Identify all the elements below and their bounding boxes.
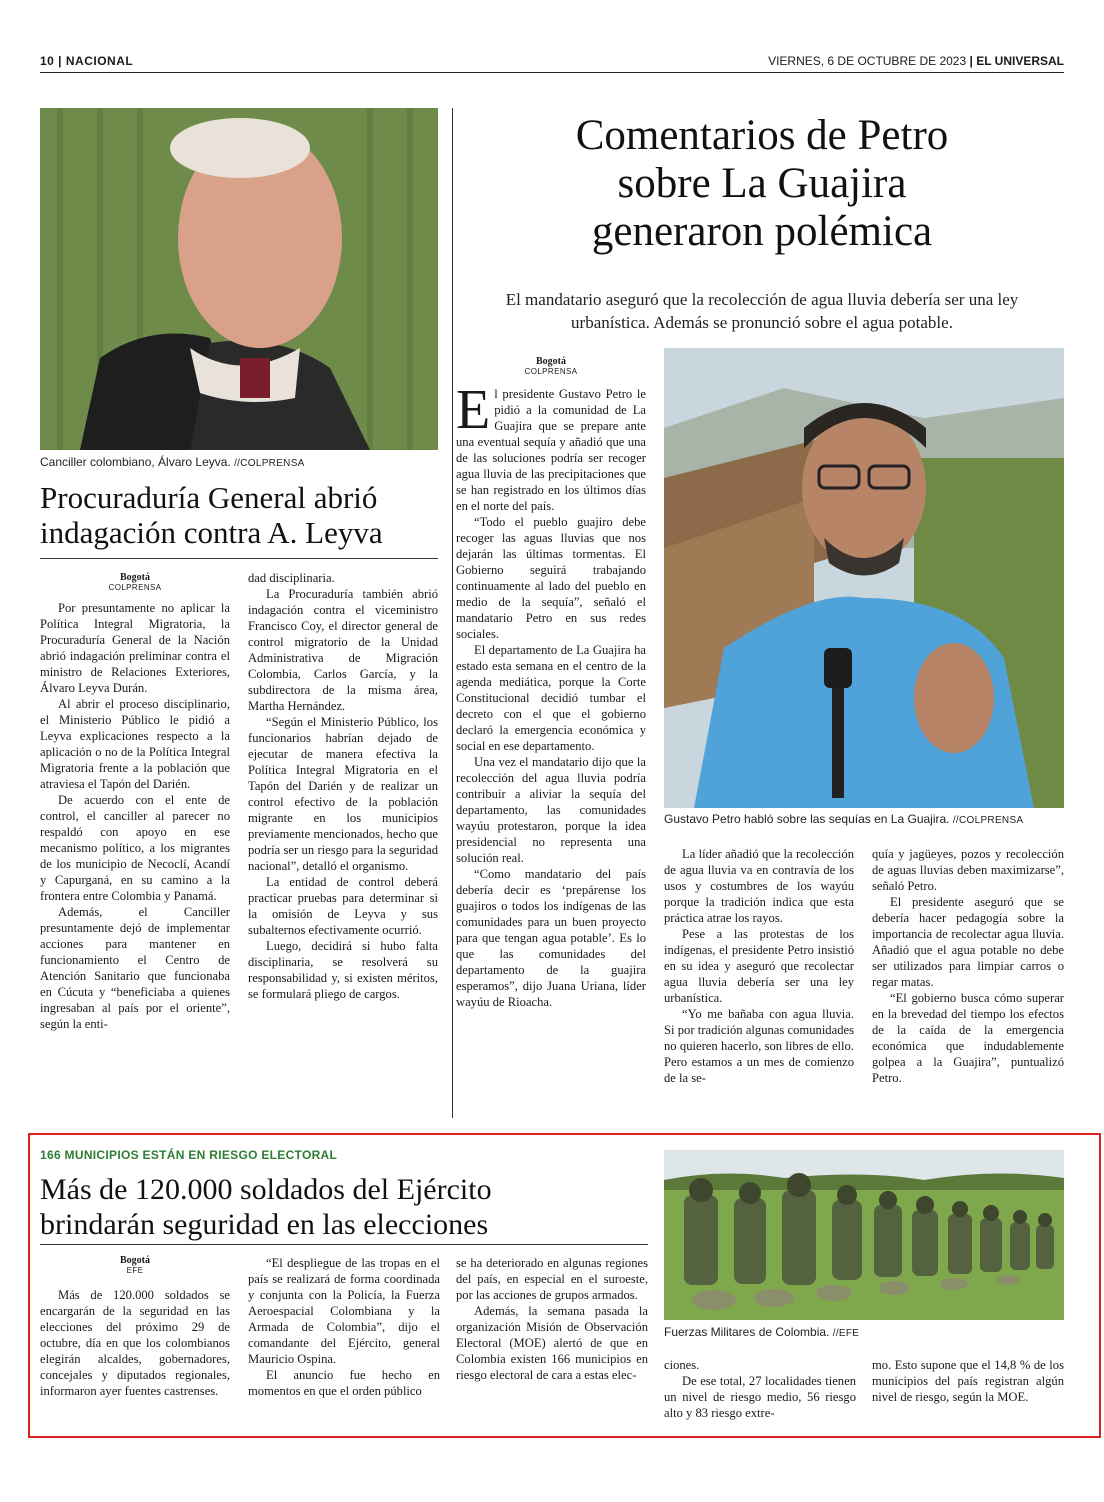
date-and-paper [768, 54, 1064, 68]
story3-col2-p1: “El despliegue de las tropas en el país se realizará de forma coordinada y conjunta con la Policía, la Fuerza Aeroespacial Colombiana y la Armada de Colombia”, dijo el comandante del Ejército, general Mauricio Ospina. [248, 1256, 440, 1366]
story3-col2-p2: El anuncio fue hecho en momentos en que el orden público [248, 1368, 440, 1398]
story2-byline-city: Bogotá [536, 356, 566, 367]
page-section: 10 | NACIONAL [40, 54, 134, 68]
petro-caption-credit: //COLPRENSA [952, 815, 1024, 826]
story2-headline-line2: sobre La Guajira [617, 160, 907, 207]
story2-deck [462, 288, 1062, 334]
story2-col3-p2: “El gobierno busca cómo superar en la brevedad del tiempo los efectos de la caída de la emergencia económica que indudablemente golpea a la Guajira”, puntualizó Petro. [872, 991, 1064, 1085]
story2-deck-line2: urbanística. Además se pronunció sobre el agua potable. [571, 313, 953, 332]
story2-col3-cont: quía y jagüeyes, pozos y recolección de aguas lluvias deben maximizarse”, señaló Petro. [872, 847, 1064, 893]
story3-byline-city: Bogotá [120, 1255, 150, 1266]
story1-rule [40, 558, 438, 559]
story3-column-4 [664, 1357, 856, 1421]
leyva-photo-caption [40, 455, 438, 469]
soldiers-photo-caption [664, 1325, 1064, 1339]
story1-byline-agency: COLPRENSA [108, 583, 162, 592]
story2-byline-agency: COLPRENSA [524, 367, 578, 376]
column-divider [452, 108, 453, 1118]
story1-headline [40, 480, 440, 550]
soldiers-caption-credit: //EFE [832, 1328, 860, 1339]
story3-column-1 [40, 1287, 230, 1399]
story3-column-5 [872, 1357, 1064, 1405]
story3-col4-p1: De ese total, 27 localidades tienen un nivel de riesgo medio, 56 riesgo alto y 83 riesgo extre- [664, 1374, 856, 1420]
issue-date: VIERNES, 6 DE OCTUBRE DE 2023 [768, 54, 967, 68]
story3-headline-line2: brindarán seguridad en las elecciones [40, 1208, 489, 1241]
story1-col2-p3: La entidad de control deberá practicar pruebas para determinar si la omisión de Leyva y sus subalternos efectivamente ocurrió. [248, 875, 438, 937]
story3-col4-cont: ciones. [664, 1358, 700, 1372]
story1-col2-p2: “Según el Ministerio Público, los funcionarios habrían dejado de ejecutar de manera efectiva la Política Integral Migratoria en el Tapón del Darién y de realizar un control efectivo de la población migrante en los municipios previamente mencionados, hecho que podría ser un riesgo para la seguridad nacional”, detalló el organismo. [248, 715, 438, 873]
newspaper-name: EL UNIVERSAL [976, 54, 1064, 68]
petro-photo-caption [664, 812, 1064, 826]
story1-byline-city: Bogotá [120, 572, 150, 583]
leyva-caption-credit: //COLPRENSA [234, 458, 305, 469]
story2-col1-p2: El departamento de La Guajira ha estado esta semana en el centro de la agenda mediática, porque la Corte Constitucional decidió tumbar el decreto con el que el gobierno declaró la emergencia económica y social en ese departamento. [456, 643, 646, 753]
story2-col2-p3: “Yo me bañaba con agua lluvia. Si por tradición algunas comunidades no quieren hacerlo, son libres de ello. Pero estamos a un mes de comienzo de la se- [664, 1007, 854, 1085]
story2-column-1 [456, 379, 646, 1010]
story1-column-1 [40, 600, 230, 1032]
story2-byline [456, 357, 646, 377]
story3-headline-line1: Más de 120.000 soldados del Ejército [40, 1173, 492, 1206]
petro-caption-text: Gustavo Petro habló sobre las sequías en La Guajira. [664, 812, 953, 826]
petro-photo-illustration [664, 348, 1064, 808]
story1-col1-p1: Por presuntamente no aplicar la Política Integral Migratoria, la Procuraduría General de la Nación abrió indagación preliminar contra el ministro de Relaciones Exteriores, Álvaro Leyva Durán. [40, 601, 230, 695]
story1-col2-p4: Luego, decidirá si hubo falta disciplinaria, se resolverá su responsabilidad y, si existen méritos, se formulará pliego de cargos. [248, 939, 438, 1001]
story2-deck-line1: El mandatario aseguró que la recolección de agua lluvia debería ser una ley [505, 290, 1019, 309]
soldiers-caption-text: Fuerzas Militares de Colombia. [664, 1325, 833, 1339]
story3-column-3 [456, 1255, 648, 1383]
story2-col3-p1: El presidente aseguró que se debería hacer pedagogía sobre la importancia de recolectar agua lluvia. Añadió que el agua potable no debe ser utilizados para limpiar carros o regar matas. [872, 895, 1064, 989]
story2-col1-p1: “Todo el pueblo guajiro debe recoger las aguas lluvias que nos dejarán las últimas tormentas. El Gobierno seguirá trabajando continuamente al lado del pueblo en medio de la sequía”, señaló el mandatario Petro en sus redes sociales. [456, 515, 646, 641]
story2-col2-p2: Pese a las protestas de los indígenas, el presidente Petro insistió en su idea y aseguró que recolectar agua lluvia debería ser una ley urbanística. [664, 927, 854, 1005]
story2-column-2 [664, 846, 854, 1086]
leyva-caption-text: Canciller colombiano, Álvaro Leyva. [40, 455, 235, 469]
page-header [40, 52, 1064, 73]
story1-col1-p3: De acuerdo con el ente de control, el canciller al parecer no respaldó con apoyo en ese mecanismo político, a los migrantes de los municipio de Necoclí, Acandí y Capurganá, en su camino a la frontera entre Colombia y Panamá. [40, 793, 230, 903]
story3-col5-cont: mo. Esto supone que el 14,8 % de los municipios del país registran algún nivel de riesgo, según la MOE. [872, 1358, 1064, 1404]
story2-col2-p1: La líder añadió que la recolección de agua lluvia va en contravía de los usos y costumbres de los wayúu porque la tradición indica que esta práctica atrae los rayos. [664, 847, 854, 925]
story2-col1-p3: Una vez el mandatario dijo que la recolección del agua lluvia podría contribuir a aliviar la sequía del departamento, las comunidades wayúu protestaron, porque la idea presidencial no representa una solución real. [456, 755, 646, 865]
story2-headline-line3: generaron polémica [591, 208, 933, 255]
leyva-photo-illustration [40, 108, 438, 450]
story2-col1-p4: “Como mandatario del país debería decir es ‘prepárense los guajiros o todos los indígenas de las comunidades para un buen proyecto para que tengan agua potable’. Es lo que las comunidades del departamento de la guajira esperamos”, dijo Juana Uriana, líder wayúu de Rioacha. [456, 867, 646, 1009]
header-separator: | [969, 54, 973, 68]
story1-headline-line2: indagación contra A. Leyva [40, 515, 383, 550]
story3-headline [40, 1172, 660, 1242]
story3-col3-p1: Además, la semana pasada la organización Misión de Observación Electoral (MOE) alertó de que en Colombia existen 166 municipios en riesgo electoral de cara a estas elec- [456, 1304, 648, 1382]
story1-col1-p4: Además, el Canciller presuntamente dejó de implementar acciones para mantener en funcionamiento el Centro de Atención Sanitario que funcionaba en Cúcuta y “beneficiaba a quienes ingresaban al país por el oriente”, según la enti- [40, 905, 230, 1031]
story3-col3-cont: se ha deteriorado en algunas regiones del país, en especial en el suroeste, por las acciones de grupos armados. [456, 1256, 648, 1302]
story2-dropcap: E [456, 379, 491, 441]
story2-headline-line1: Comentarios de Petro [575, 112, 949, 159]
story2-headline [462, 112, 1062, 256]
story1-headline-line1: Procuraduría General abrió [40, 480, 378, 515]
story3-col1-p1: Más de 120.000 soldados se encargarán de la seguridad en las elecciones del próximo 29 de octubre, día en que los colombianos elegirán alcaldes, gobernadores, concejales y diputados regionales, informaron ayer fuentes castrenses. [40, 1288, 230, 1398]
story1-column-2 [248, 570, 438, 1002]
story1-byline [40, 573, 230, 593]
story2-column-3 [872, 846, 1064, 1086]
story3-byline [40, 1256, 230, 1276]
story2-col1-lead: l presidente Gustavo Petro le pidió a la comunidad de La Guajira que se prepare ante una eventual sequía y añadió que una de las soluciones podría ser recoger agua lluvia de las precipitaciones que se han registrado en los últimos días en el norte del país. [456, 387, 646, 513]
story1-col1-p2: Al abrir el proceso disciplinario, el Ministerio Público le pidió a Leyva explicaciones respecto a la aplicación o no de la Política Integral Migratoria frente a la población que atraviesa el Tapón del Darién. [40, 697, 230, 791]
soldiers-photo [664, 1150, 1064, 1320]
story3-rule [40, 1244, 648, 1245]
story3-kicker: 166 MUNICIPIOS ESTÁN EN RIESGO ELECTORAL [40, 1148, 338, 1162]
story3-column-2 [248, 1255, 440, 1399]
story3-byline-agency: EFE [126, 1266, 144, 1275]
story1-col2-p1: La Procuraduría también abrió indagación contra el viceministro Francisco Coy, el director general de control migratorio de la Unidad Administrativa de Migración Colombia, Carlos García, y la subdirectora de la misma área, Martha Hernández. [248, 587, 438, 713]
petro-photo [664, 348, 1064, 808]
soldiers-photo-illustration [664, 1150, 1064, 1320]
story1-col2-cont: dad disciplinaria. [248, 571, 335, 585]
leyva-photo [40, 108, 438, 450]
